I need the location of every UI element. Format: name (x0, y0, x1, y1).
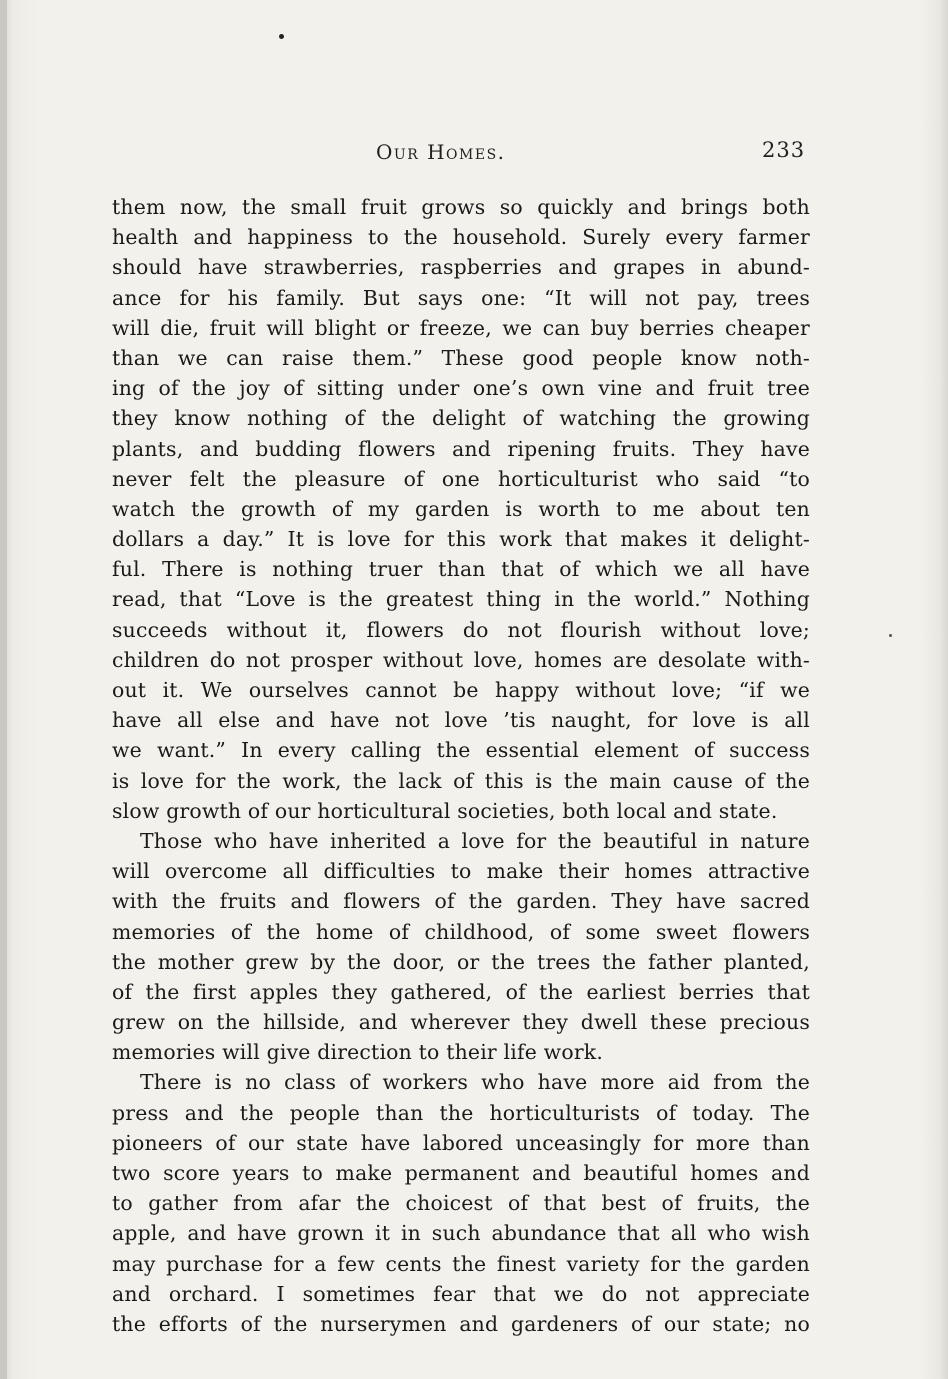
text-line: plants, and budding flowers and ripening fruits. They have (112, 436, 810, 461)
text-line: is love for the work, the lack of this is the main cause of the (112, 768, 810, 793)
text-line: There is no class of workers who have more aid from the (140, 1070, 810, 1095)
text-line: than we can raise them.” These good people know noth- (112, 345, 810, 370)
text-line: two score years to make permanent and beautiful homes and (112, 1161, 810, 1185)
text-line: pioneers of our state have labored unceasingly for more than (112, 1130, 810, 1155)
text-line: the efforts of the nurserymen and gardeners of our state; no (112, 1311, 810, 1336)
text-line: Those who have inherited a love for the beautiful in nature (140, 828, 810, 853)
text-line: grew on the hillside, and wherever they dwell these precious (112, 1010, 810, 1035)
running-title: Our Homes. (376, 140, 506, 164)
text-line: to gather from afar the choicest of that best of fruits, the (112, 1191, 810, 1216)
text-line: succeeds without it, flowers do not flourish without love; (112, 617, 810, 642)
text-line: memories of the home of childhood, of some sweet flowers (112, 919, 810, 944)
text-line: have all else and have not love ’tis naught, for love is all (112, 708, 810, 733)
text-line: them now, the small fruit grows so quickly and brings both (112, 195, 810, 219)
text-line: watch the growth of my garden is worth to me about ten (112, 496, 810, 521)
page-number: 233 (762, 138, 806, 162)
text-line: will die, fruit will blight or freeze, we can buy berries cheaper (112, 315, 810, 340)
text-line: and orchard. I sometimes fear that we do not appreciate (112, 1281, 810, 1306)
text-line: the mother grew by the door, or the trees the father planted, (112, 949, 810, 974)
text-line: ful. There is nothing truer than that of which we all have (112, 557, 810, 582)
text-line: ance for his family. But says one: “It will not pay, trees (112, 285, 810, 310)
text-line: dollars a day.” It is love for this work that makes it delight- (112, 527, 810, 552)
text-line: health and happiness to the household. Surely every farmer (112, 225, 810, 250)
text-line: apple, and have grown it in such abundance that all who wish (112, 1221, 810, 1246)
text-line: of the first apples they gathered, of the earliest berries that (112, 979, 810, 1004)
text-line: press and the people than the horticulturists of today. The (112, 1100, 810, 1125)
text-line: never felt the pleasure of one horticulturist who said “to (112, 466, 810, 491)
text-line: slow growth of our horticultural societies, both local and state. (112, 798, 778, 823)
running-header (0, 138, 948, 172)
text-line: out it. We ourselves cannot be happy without love; “if we (112, 678, 810, 702)
text-line: will overcome all difficulties to make their homes attractive (112, 859, 810, 884)
text-line: ing of the joy of sitting under one’s own vine and fruit tree (112, 376, 810, 401)
page-binding-edge (0, 0, 7, 1379)
text-line: read, that “Love is the greatest thing in the world.” Nothing (112, 587, 810, 612)
text-line: memories will give direction to their life work. (112, 1040, 604, 1065)
text-line: we want.” In every calling the essential element of success (112, 738, 810, 763)
ink-speck (279, 34, 284, 39)
text-line: may purchase for a few cents the finest variety for the garden (112, 1251, 810, 1276)
text-line: they know nothing of the delight of watching the growing (112, 406, 810, 431)
ink-speck (889, 634, 892, 637)
text-line: should have strawberries, raspberries and grapes in abund- (112, 255, 810, 280)
body-text (112, 192, 810, 1339)
text-line: children do not prosper without love, homes are desolate with- (112, 647, 810, 672)
text-line: with the fruits and flowers of the garden. They have sacred (112, 889, 810, 914)
